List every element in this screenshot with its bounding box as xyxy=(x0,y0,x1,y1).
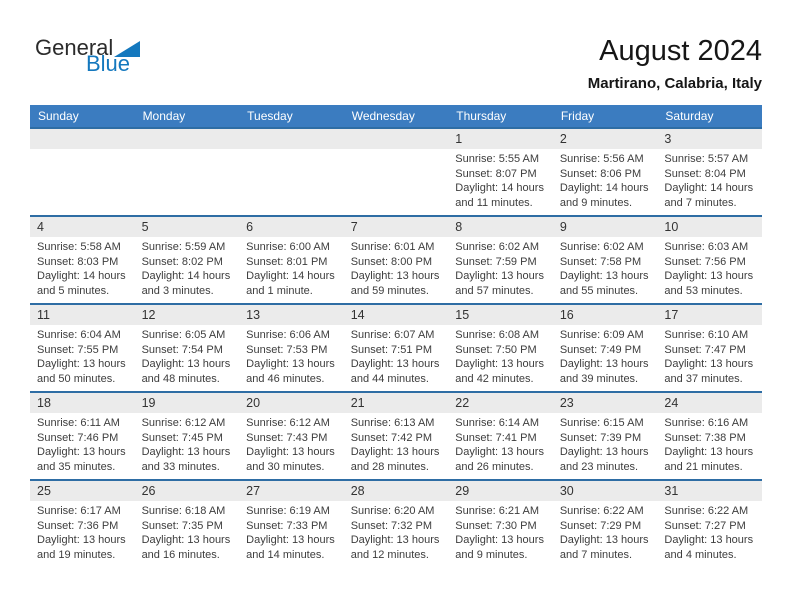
day-cell-3 xyxy=(657,149,762,210)
daylight-text-line1: Daylight: 13 hours xyxy=(350,358,440,370)
day-cell-9 xyxy=(553,237,658,298)
sunset-text: Sunset: 7:33 PM xyxy=(246,519,328,532)
sunset-text: Sunset: 7:29 PM xyxy=(559,519,642,532)
day-details-row xyxy=(30,501,762,562)
daylight-text-line2: and 4 minutes. xyxy=(664,548,737,561)
daylight-text-line2: and 53 minutes. xyxy=(664,284,743,297)
daylight-text-line2: and 42 minutes. xyxy=(455,372,534,385)
weekday-header-friday: Friday xyxy=(560,109,595,123)
sunrise-text: Sunrise: 6:19 AM xyxy=(246,505,330,517)
day-cell-19 xyxy=(135,413,240,474)
day-number-19: 19 xyxy=(141,396,156,410)
day-cell-23 xyxy=(553,413,658,474)
day-number-28: 28 xyxy=(350,484,365,498)
day-number-5: 5 xyxy=(141,220,149,234)
daylight-text-line2: and 9 minutes. xyxy=(559,196,632,209)
daylight-text-line2: and 14 minutes. xyxy=(246,548,325,561)
daylight-text-line1: Daylight: 13 hours xyxy=(141,446,231,458)
day-number-2: 2 xyxy=(559,132,567,146)
daylight-text-line1: Daylight: 13 hours xyxy=(664,534,754,546)
day-cell-20 xyxy=(239,413,344,474)
daylight-text-line1: Daylight: 13 hours xyxy=(559,446,649,458)
logo-text-blue: Blue xyxy=(85,51,130,76)
sunset-text: Sunset: 7:39 PM xyxy=(559,431,642,444)
daylight-text-line1: Daylight: 13 hours xyxy=(141,534,231,546)
sunset-text: Sunset: 7:43 PM xyxy=(246,431,328,444)
day-cell-11 xyxy=(30,325,135,386)
day-number-12: 12 xyxy=(141,308,156,322)
day-cell-empty xyxy=(239,149,344,210)
daylight-text-line2: and 44 minutes. xyxy=(350,372,429,385)
daylight-text-line1: Daylight: 14 hours xyxy=(141,270,231,282)
sunset-text: Sunset: 7:53 PM xyxy=(246,343,328,356)
daylight-text-line1: Daylight: 13 hours xyxy=(246,358,335,370)
daylight-text-line2: and 23 minutes. xyxy=(559,460,639,473)
daylight-text-line2: and 59 minutes. xyxy=(350,284,429,297)
day-cell-26 xyxy=(135,501,240,562)
week-row xyxy=(30,479,762,567)
day-number-13: 13 xyxy=(246,308,261,322)
day-number-6: 6 xyxy=(246,220,254,234)
day-number-band xyxy=(30,393,762,413)
day-number-26: 26 xyxy=(141,484,156,498)
sunrise-text: Sunrise: 6:02 AM xyxy=(455,241,540,253)
daylight-text-line1: Daylight: 13 hours xyxy=(350,446,440,458)
day-cell-15 xyxy=(448,325,553,386)
sunset-text: Sunset: 7:42 PM xyxy=(350,431,433,444)
sunset-text: Sunset: 7:55 PM xyxy=(37,343,119,356)
sunrise-text: Sunrise: 6:12 AM xyxy=(246,417,330,429)
day-details-row xyxy=(30,237,762,298)
day-number-4: 4 xyxy=(37,220,44,234)
day-number-25: 25 xyxy=(37,484,51,498)
day-cell-17 xyxy=(657,325,762,386)
daylight-text-line2: and 33 minutes. xyxy=(141,460,220,473)
day-number-20: 20 xyxy=(246,396,261,410)
day-number-band xyxy=(30,217,762,237)
sunset-text: Sunset: 7:56 PM xyxy=(664,255,746,268)
calendar-weeks xyxy=(30,127,762,567)
day-cell-22 xyxy=(448,413,553,474)
daylight-text-line1: Daylight: 13 hours xyxy=(664,270,754,282)
daylight-text-line2: and 46 minutes. xyxy=(246,372,325,385)
sunset-text: Sunset: 7:32 PM xyxy=(350,519,433,532)
sunset-text: Sunset: 7:41 PM xyxy=(455,431,537,444)
sunrise-text: Sunrise: 6:14 AM xyxy=(455,417,540,429)
daylight-text-line2: and 28 minutes. xyxy=(350,460,429,473)
daylight-text-line2: and 37 minutes. xyxy=(664,372,743,385)
day-cell-1 xyxy=(448,149,553,210)
weekday-header-thursday: Thursday xyxy=(456,109,507,123)
day-number-8: 8 xyxy=(455,220,463,234)
daylight-text-line1: Daylight: 13 hours xyxy=(37,446,126,458)
sunrise-text: Sunrise: 6:20 AM xyxy=(350,505,435,517)
daylight-text-line1: Daylight: 13 hours xyxy=(664,446,754,458)
daylight-text-line2: and 7 minutes. xyxy=(559,548,632,561)
day-number-empty xyxy=(135,129,240,149)
sunrise-text: Sunrise: 6:22 AM xyxy=(559,505,644,517)
daylight-text-line2: and 57 minutes. xyxy=(455,284,534,297)
sunrise-text: Sunrise: 6:22 AM xyxy=(664,505,749,517)
daylight-text-line1: Daylight: 13 hours xyxy=(350,270,440,282)
sunrise-text: Sunrise: 6:18 AM xyxy=(141,505,226,517)
day-number-band xyxy=(30,481,762,501)
day-cell-28 xyxy=(344,501,449,562)
sunrise-text: Sunrise: 6:03 AM xyxy=(664,241,749,253)
day-number-band xyxy=(30,129,762,149)
sunset-text: Sunset: 7:45 PM xyxy=(141,431,223,444)
sunset-text: Sunset: 7:58 PM xyxy=(559,255,642,268)
daylight-text-line1: Daylight: 14 hours xyxy=(664,182,754,194)
day-number-10: 10 xyxy=(664,220,679,234)
day-cell-6 xyxy=(239,237,344,298)
day-number-9: 9 xyxy=(559,220,567,234)
daylight-text-line1: Daylight: 13 hours xyxy=(246,446,335,458)
daylight-text-line2: and 30 minutes. xyxy=(246,460,325,473)
daylight-text-line2: and 21 minutes. xyxy=(664,460,743,473)
sunrise-text: Sunrise: 6:16 AM xyxy=(664,417,749,429)
day-cell-24 xyxy=(657,413,762,474)
day-number-31: 31 xyxy=(664,484,679,498)
daylight-text-line1: Daylight: 13 hours xyxy=(141,358,231,370)
sunset-text: Sunset: 7:54 PM xyxy=(141,343,223,356)
general-blue-logo xyxy=(35,37,130,75)
day-cell-2 xyxy=(553,149,658,210)
weekday-header-wednesday: Wednesday xyxy=(351,109,415,123)
daylight-text-line1: Daylight: 13 hours xyxy=(559,358,649,370)
day-number-24: 24 xyxy=(664,396,679,410)
day-number-1: 1 xyxy=(455,132,463,146)
page-title: August 2024 xyxy=(599,35,762,67)
daylight-text-line2: and 3 minutes. xyxy=(141,284,214,297)
sunrise-text: Sunrise: 5:58 AM xyxy=(37,241,121,253)
sunset-text: Sunset: 7:38 PM xyxy=(664,431,746,444)
day-cell-30 xyxy=(553,501,658,562)
daylight-text-line1: Daylight: 13 hours xyxy=(350,534,440,546)
daylight-text-line1: Daylight: 13 hours xyxy=(664,358,754,370)
weekday-header-saturday: Saturday xyxy=(665,109,714,123)
weekday-header-monday: Monday xyxy=(142,109,186,123)
day-cell-13 xyxy=(239,325,344,386)
day-cell-21 xyxy=(344,413,449,474)
sunrise-text: Sunrise: 6:12 AM xyxy=(141,417,226,429)
sunrise-text: Sunrise: 6:00 AM xyxy=(246,241,330,253)
sunrise-text: Sunrise: 5:57 AM xyxy=(664,153,749,165)
sunset-text: Sunset: 8:01 PM xyxy=(246,255,328,268)
day-cell-5 xyxy=(135,237,240,298)
daylight-text-line2: and 48 minutes. xyxy=(141,372,220,385)
daylight-text-line1: Daylight: 14 hours xyxy=(559,182,649,194)
day-details-row xyxy=(30,325,762,386)
day-number-7: 7 xyxy=(350,220,358,234)
week-row xyxy=(30,215,762,303)
weekday-header-sunday: Sunday xyxy=(38,109,79,123)
day-number-29: 29 xyxy=(455,484,470,498)
sunrise-text: Sunrise: 6:04 AM xyxy=(37,329,121,341)
day-number-22: 22 xyxy=(455,396,470,410)
daylight-text-line2: and 9 minutes. xyxy=(455,548,528,561)
day-cell-29 xyxy=(448,501,553,562)
day-cell-4 xyxy=(30,237,135,298)
day-number-21: 21 xyxy=(350,396,365,410)
sunset-text: Sunset: 7:27 PM xyxy=(664,519,746,532)
sunrise-text: Sunrise: 6:10 AM xyxy=(664,329,749,341)
day-cell-27 xyxy=(239,501,344,562)
sunrise-text: Sunrise: 5:56 AM xyxy=(559,153,644,165)
daylight-text-line1: Daylight: 13 hours xyxy=(455,358,544,370)
daylight-text-line1: Daylight: 13 hours xyxy=(455,270,544,282)
day-number-18: 18 xyxy=(37,396,51,410)
daylight-text-line2: and 26 minutes. xyxy=(455,460,534,473)
day-details-row xyxy=(30,149,762,210)
weekday-header-row xyxy=(30,105,762,127)
sunset-text: Sunset: 8:00 PM xyxy=(350,255,433,268)
sunset-text: Sunset: 7:30 PM xyxy=(455,519,537,532)
sunset-text: Sunset: 8:07 PM xyxy=(455,167,537,180)
day-details-row xyxy=(30,413,762,474)
sunset-text: Sunset: 7:49 PM xyxy=(559,343,642,356)
sunrise-text: Sunrise: 6:13 AM xyxy=(350,417,435,429)
sunrise-text: Sunrise: 6:01 AM xyxy=(350,241,435,253)
day-cell-8 xyxy=(448,237,553,298)
sunrise-text: Sunrise: 6:08 AM xyxy=(455,329,540,341)
day-number-3: 3 xyxy=(664,132,672,146)
day-number-empty xyxy=(30,129,135,149)
day-cell-7 xyxy=(344,237,449,298)
daylight-text-line1: Daylight: 14 hours xyxy=(37,270,126,282)
title-block xyxy=(588,36,762,92)
daylight-text-line2: and 50 minutes. xyxy=(37,372,116,385)
daylight-text-line1: Daylight: 13 hours xyxy=(559,270,649,282)
day-cell-empty xyxy=(344,149,449,210)
daylight-text-line2: and 39 minutes. xyxy=(559,372,639,385)
sunrise-text: Sunrise: 6:11 AM xyxy=(37,417,120,429)
daylight-text-line1: Daylight: 13 hours xyxy=(455,534,544,546)
day-number-empty xyxy=(239,129,344,149)
calendar xyxy=(30,105,762,567)
sunset-text: Sunset: 8:03 PM xyxy=(37,255,119,268)
daylight-text-line2: and 12 minutes. xyxy=(350,548,429,561)
day-number-30: 30 xyxy=(559,484,574,498)
sunset-text: Sunset: 7:59 PM xyxy=(455,255,537,268)
daylight-text-line2: and 55 minutes. xyxy=(559,284,639,297)
daylight-text-line1: Daylight: 13 hours xyxy=(37,358,126,370)
day-cell-14 xyxy=(344,325,449,386)
day-cell-25 xyxy=(30,501,135,562)
daylight-text-line2: and 1 minute. xyxy=(246,284,313,297)
day-cell-16 xyxy=(553,325,658,386)
sunrise-text: Sunrise: 5:55 AM xyxy=(455,153,540,165)
day-number-16: 16 xyxy=(559,308,574,322)
sunset-text: Sunset: 8:06 PM xyxy=(559,167,642,180)
day-number-17: 17 xyxy=(664,308,679,322)
day-cell-empty xyxy=(30,149,135,210)
day-number-23: 23 xyxy=(559,396,574,410)
daylight-text-line2: and 16 minutes. xyxy=(141,548,220,561)
sunrise-text: Sunrise: 6:02 AM xyxy=(559,241,644,253)
day-number-band xyxy=(30,305,762,325)
sunset-text: Sunset: 7:51 PM xyxy=(350,343,433,356)
sunset-text: Sunset: 8:04 PM xyxy=(664,167,746,180)
daylight-text-line2: and 7 minutes. xyxy=(664,196,737,209)
sunrise-text: Sunrise: 6:15 AM xyxy=(559,417,644,429)
day-number-empty xyxy=(344,129,449,149)
day-number-15: 15 xyxy=(455,308,470,322)
sunrise-text: Sunrise: 5:59 AM xyxy=(141,241,226,253)
weekday-header-tuesday: Tuesday xyxy=(247,109,293,123)
sunrise-text: Sunrise: 6:09 AM xyxy=(559,329,644,341)
sunset-text: Sunset: 7:50 PM xyxy=(455,343,537,356)
day-cell-18 xyxy=(30,413,135,474)
sunset-text: Sunset: 7:46 PM xyxy=(37,431,119,444)
logo-text-general: General xyxy=(35,35,114,60)
day-number-11: 11 xyxy=(37,308,50,322)
daylight-text-line2: and 11 minutes. xyxy=(455,196,533,209)
daylight-text-line2: and 5 minutes. xyxy=(37,284,110,297)
sunset-text: Sunset: 7:35 PM xyxy=(141,519,223,532)
sunrise-text: Sunrise: 6:07 AM xyxy=(350,329,435,341)
daylight-text-line2: and 35 minutes. xyxy=(37,460,116,473)
sunset-text: Sunset: 7:47 PM xyxy=(664,343,746,356)
week-row xyxy=(30,391,762,479)
sunrise-text: Sunrise: 6:05 AM xyxy=(141,329,226,341)
sunset-text: Sunset: 7:36 PM xyxy=(37,519,119,532)
daylight-text-line1: Daylight: 13 hours xyxy=(559,534,649,546)
sunrise-text: Sunrise: 6:17 AM xyxy=(37,505,121,517)
daylight-text-line2: and 19 minutes. xyxy=(37,548,116,561)
sunset-text: Sunset: 8:02 PM xyxy=(141,255,223,268)
sunrise-text: Sunrise: 6:21 AM xyxy=(455,505,540,517)
day-cell-31 xyxy=(657,501,762,562)
day-cell-12 xyxy=(135,325,240,386)
sunrise-text: Sunrise: 6:06 AM xyxy=(246,329,330,341)
page-subtitle: Martirano, Calabria, Italy xyxy=(587,75,762,92)
week-row xyxy=(30,303,762,391)
day-number-27: 27 xyxy=(246,484,261,498)
daylight-text-line1: Daylight: 14 hours xyxy=(246,270,335,282)
daylight-text-line1: Daylight: 14 hours xyxy=(455,182,544,194)
day-number-14: 14 xyxy=(350,308,365,322)
daylight-text-line1: Daylight: 13 hours xyxy=(455,446,544,458)
daylight-text-line1: Daylight: 13 hours xyxy=(246,534,335,546)
day-cell-10 xyxy=(657,237,762,298)
week-row xyxy=(30,127,762,215)
daylight-text-line1: Daylight: 13 hours xyxy=(37,534,126,546)
day-cell-empty xyxy=(135,149,240,210)
